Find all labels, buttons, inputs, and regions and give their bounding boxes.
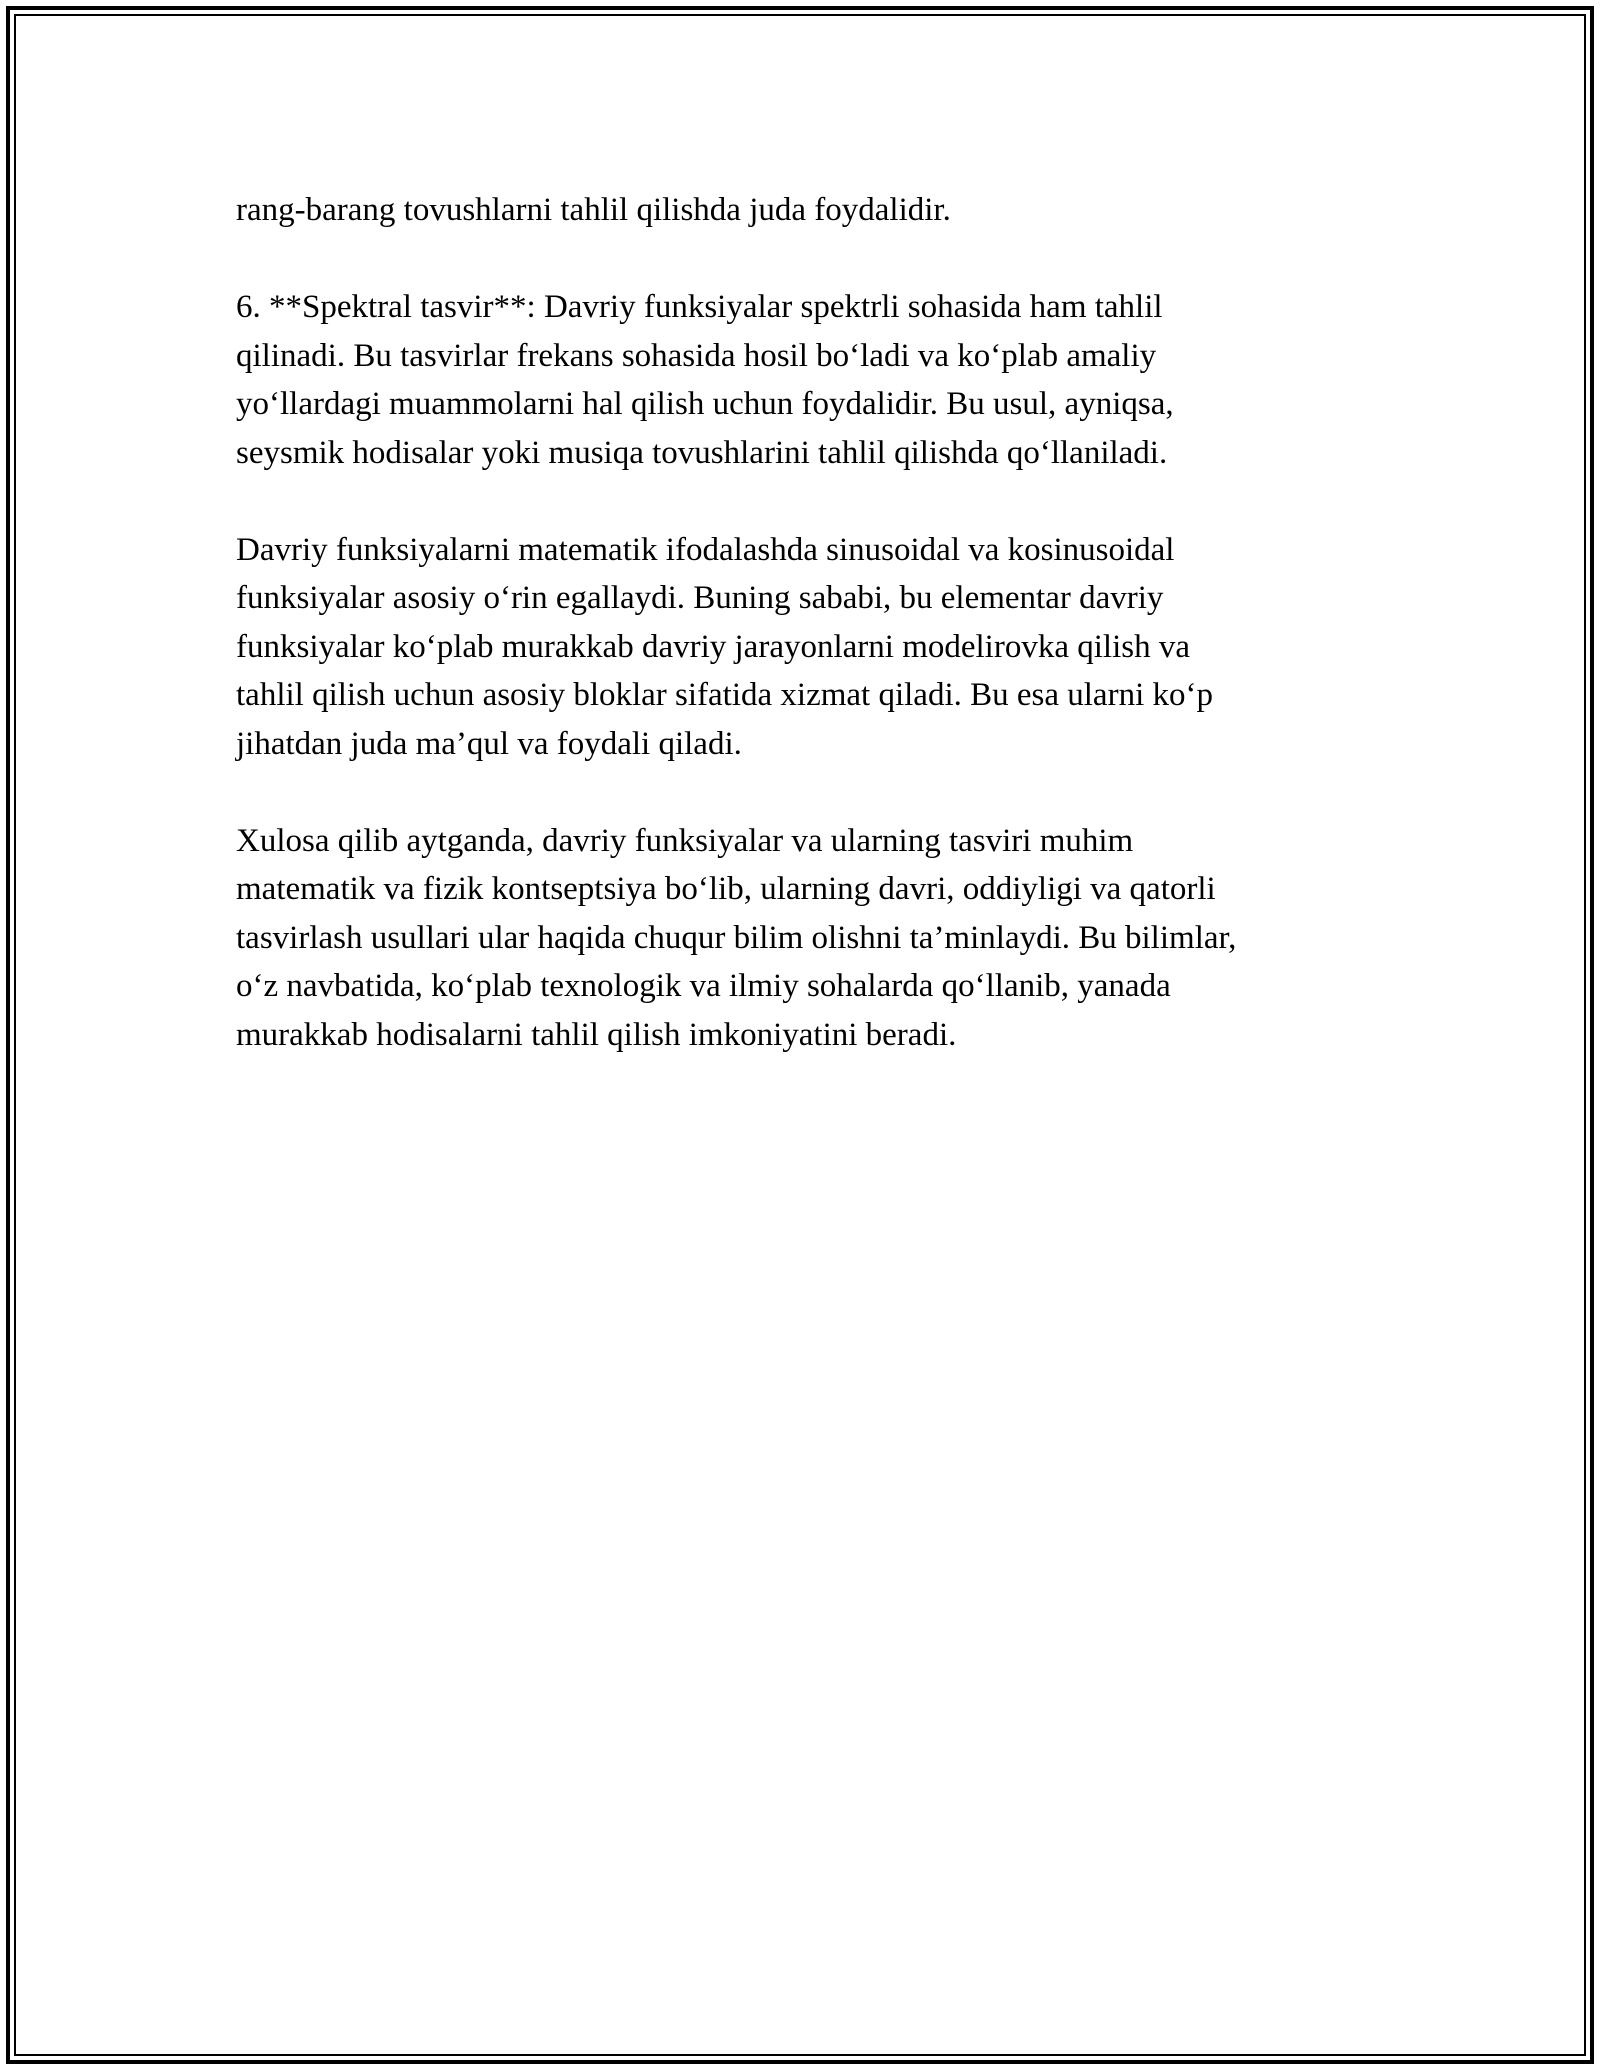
text-line: o‘z navbatida, ko‘plab texnologik va ilmiy sohalarda qo‘llanib, yanada — [236, 968, 1171, 1004]
text-line: yo‘llardagi muammolarni hal qilish uchun foydalidir. Bu usul, ayniqsa, — [236, 386, 1174, 422]
text-line: matematik va fizik kontseptsiya bo‘lib, ularning davri, oddiyligi va qatorli — [236, 871, 1216, 907]
text-line: rang-barang tovushlarni tahlil qilishda juda foydalidir. — [236, 192, 951, 228]
document-body — [236, 186, 1366, 1108]
text-line: murakkab hodisalarni tahlil qilish imkoniyatini beradi. — [236, 1016, 957, 1053]
text-line: 6. **Spektral tasvir**: Davriy funksiyalar spektrli sohasida ham tahlil — [236, 289, 1163, 325]
text-line: funksiyalar ko‘plab murakkab davriy jarayonlarni modelirovka qilish va — [236, 628, 1190, 665]
text-line: jihatdan juda ma’qul va foydali qiladi. — [236, 725, 742, 762]
text-line: tahlil qilish uchun asosiy bloklar sifatida xizmat qiladi. Bu esa ularni ko‘p — [236, 677, 1213, 713]
text-line: qilinadi. Bu tasvirlar frekans sohasida hosil bo‘ladi va ko‘plab amaliy — [236, 337, 1157, 374]
paragraph-3 — [236, 526, 1366, 769]
paragraph-4 — [236, 817, 1366, 1060]
paragraph-2 — [236, 283, 1366, 477]
text-line: Xulosa qilib aytganda, davriy funksiyalar va ularning tasviri muhim — [236, 822, 1134, 859]
text-line: tasvirlash usullari ular haqida chuqur bilim olishni ta’minlaydi. Bu bilimlar, — [236, 919, 1237, 956]
text-line: funksiyalar asosiy o‘rin egallaydi. Buning sababi, bu elementar davriy — [236, 580, 1164, 616]
text-line: Davriy funksiyalarni matematik ifodalashda sinusoidal va kosinusoidal — [236, 531, 1175, 568]
text-line: seysmik hodisalar yoki musiqa tovushlarini tahlil qilishda qo‘llaniladi. — [236, 434, 1168, 471]
paragraph-1 — [236, 186, 1366, 235]
